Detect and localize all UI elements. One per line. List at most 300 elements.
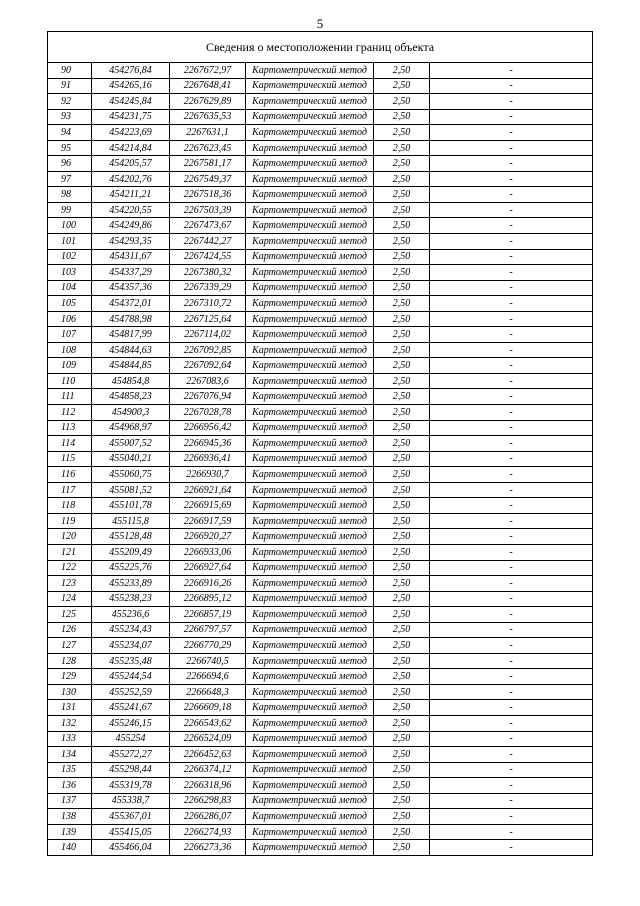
determination-method: Картометрический метод: [246, 607, 374, 623]
coordinate-y: 2266857,19: [170, 607, 246, 623]
accuracy-value: 2,50: [374, 171, 430, 187]
boundary-description: -: [430, 156, 593, 172]
accuracy-value: 2,50: [374, 762, 430, 778]
table-row: [48, 63, 593, 79]
table-row: [48, 684, 593, 700]
coordinate-x: 455081,52: [92, 482, 170, 498]
boundary-description: -: [430, 420, 593, 436]
table-row: [48, 296, 593, 312]
coordinate-y: 2267503,39: [170, 202, 246, 218]
boundary-description: -: [430, 311, 593, 327]
coordinate-x: 455246,15: [92, 715, 170, 731]
accuracy-value: 2,50: [374, 342, 430, 358]
coordinate-x: 455244,54: [92, 669, 170, 685]
accuracy-value: 2,50: [374, 715, 430, 731]
point-number: 138: [48, 809, 92, 825]
determination-method: Картометрический метод: [246, 436, 374, 452]
determination-method: Картометрический метод: [246, 265, 374, 281]
coordinate-x: 455236,6: [92, 607, 170, 623]
table-row: [48, 513, 593, 529]
point-number: 99: [48, 202, 92, 218]
table-row: [48, 638, 593, 654]
coordinate-y: 2266274,93: [170, 824, 246, 840]
coordinate-y: 2266956,42: [170, 420, 246, 436]
accuracy-value: 2,50: [374, 156, 430, 172]
determination-method: Картометрический метод: [246, 327, 374, 343]
accuracy-value: 2,50: [374, 63, 430, 79]
boundary-description: -: [430, 747, 593, 763]
coordinate-x: 454231,75: [92, 109, 170, 125]
boundary-description: -: [430, 669, 593, 685]
boundary-description: -: [430, 451, 593, 467]
determination-method: Картометрический метод: [246, 731, 374, 747]
point-number: 140: [48, 840, 92, 856]
accuracy-value: 2,50: [374, 78, 430, 94]
coordinate-y: 2266524,09: [170, 731, 246, 747]
accuracy-value: 2,50: [374, 358, 430, 374]
table-row: [48, 249, 593, 265]
coordinate-y: 2267518,36: [170, 187, 246, 203]
point-number: 127: [48, 638, 92, 654]
table-row: [48, 125, 593, 141]
coordinate-x: 455241,67: [92, 700, 170, 716]
coordinate-y: 2266930,7: [170, 467, 246, 483]
accuracy-value: 2,50: [374, 778, 430, 794]
table-row: [48, 405, 593, 421]
determination-method: Картометрический метод: [246, 684, 374, 700]
table-row: [48, 482, 593, 498]
determination-method: Картометрический метод: [246, 809, 374, 825]
coordinate-x: 455234,07: [92, 638, 170, 654]
boundary-description: -: [430, 125, 593, 141]
coordinate-y: 2267028,78: [170, 405, 246, 421]
accuracy-value: 2,50: [374, 576, 430, 592]
table-row: [48, 436, 593, 452]
coordinate-y: 2266920,27: [170, 529, 246, 545]
coordinate-y: 2266921,64: [170, 482, 246, 498]
table-row: [48, 311, 593, 327]
determination-method: Картометрический метод: [246, 576, 374, 592]
point-number: 117: [48, 482, 92, 498]
coordinate-x: 454858,23: [92, 389, 170, 405]
boundary-description: -: [430, 405, 593, 421]
table-title-row: [48, 32, 593, 63]
table-row: [48, 389, 593, 405]
coordinate-x: 454900,3: [92, 405, 170, 421]
coordinate-x: 455338,7: [92, 793, 170, 809]
table-title: Сведения о местоположении границ объекта: [48, 32, 593, 63]
point-number: 129: [48, 669, 92, 685]
coordinate-x: 455007,52: [92, 436, 170, 452]
accuracy-value: 2,50: [374, 451, 430, 467]
coordinate-y: 2267310,72: [170, 296, 246, 312]
table-row: [48, 218, 593, 234]
coordinate-y: 2266740,5: [170, 653, 246, 669]
table-row: [48, 622, 593, 638]
coordinate-y: 2267629,89: [170, 94, 246, 110]
boundary-description: -: [430, 109, 593, 125]
coordinate-x: 454276,84: [92, 63, 170, 79]
coordinate-x: 455234,43: [92, 622, 170, 638]
coordinate-y: 2267380,32: [170, 265, 246, 281]
boundary-description: -: [430, 187, 593, 203]
accuracy-value: 2,50: [374, 234, 430, 250]
point-number: 124: [48, 591, 92, 607]
point-number: 111: [48, 389, 92, 405]
boundary-description: -: [430, 482, 593, 498]
coordinate-y: 2267581,17: [170, 156, 246, 172]
coordinate-y: 2266273,36: [170, 840, 246, 856]
coordinate-x: 455115,8: [92, 513, 170, 529]
coordinate-x: 454311,67: [92, 249, 170, 265]
boundary-description: -: [430, 824, 593, 840]
point-number: 128: [48, 653, 92, 669]
coordinate-x: 454844,85: [92, 358, 170, 374]
boundary-description: -: [430, 529, 593, 545]
boundary-description: -: [430, 638, 593, 654]
point-number: 135: [48, 762, 92, 778]
point-number: 126: [48, 622, 92, 638]
boundary-description: -: [430, 63, 593, 79]
determination-method: Картометрический метод: [246, 78, 374, 94]
boundary-description: -: [430, 700, 593, 716]
coordinate-x: 455235,48: [92, 653, 170, 669]
determination-method: Картометрический метод: [246, 202, 374, 218]
boundary-description: -: [430, 560, 593, 576]
coordinate-x: 455298,44: [92, 762, 170, 778]
determination-method: Картометрический метод: [246, 669, 374, 685]
boundary-description: -: [430, 653, 593, 669]
accuracy-value: 2,50: [374, 653, 430, 669]
accuracy-value: 2,50: [374, 840, 430, 856]
coordinate-y: 2267114,02: [170, 327, 246, 343]
determination-method: Картометрический метод: [246, 482, 374, 498]
point-number: 95: [48, 140, 92, 156]
table-row: [48, 544, 593, 560]
determination-method: Картометрический метод: [246, 373, 374, 389]
coordinate-x: 455252,59: [92, 684, 170, 700]
boundary-description: -: [430, 591, 593, 607]
boundary-description: -: [430, 809, 593, 825]
point-number: 102: [48, 249, 92, 265]
coordinate-x: 454205,57: [92, 156, 170, 172]
coordinate-x: 454968,97: [92, 420, 170, 436]
table-row: [48, 358, 593, 374]
accuracy-value: 2,50: [374, 311, 430, 327]
point-number: 137: [48, 793, 92, 809]
determination-method: Картометрический метод: [246, 560, 374, 576]
table-row: [48, 824, 593, 840]
table-row: [48, 94, 593, 110]
boundary-description: -: [430, 140, 593, 156]
coordinate-x: 455101,78: [92, 498, 170, 514]
table-row: [48, 498, 593, 514]
point-number: 108: [48, 342, 92, 358]
table-row: [48, 669, 593, 685]
point-number: 107: [48, 327, 92, 343]
table-row: [48, 560, 593, 576]
table-body: [48, 63, 593, 856]
coordinate-y: 2266917,59: [170, 513, 246, 529]
boundary-description: -: [430, 622, 593, 638]
determination-method: Картометрический метод: [246, 63, 374, 79]
point-number: 123: [48, 576, 92, 592]
accuracy-value: 2,50: [374, 482, 430, 498]
boundary-description: -: [430, 265, 593, 281]
boundary-description: -: [430, 607, 593, 623]
accuracy-value: 2,50: [374, 202, 430, 218]
point-number: 106: [48, 311, 92, 327]
determination-method: Картометрический метод: [246, 840, 374, 856]
table-row: [48, 451, 593, 467]
coordinate-x: 454293,35: [92, 234, 170, 250]
accuracy-value: 2,50: [374, 591, 430, 607]
accuracy-value: 2,50: [374, 140, 430, 156]
accuracy-value: 2,50: [374, 824, 430, 840]
table-row: [48, 840, 593, 856]
table-row: [48, 78, 593, 94]
accuracy-value: 2,50: [374, 529, 430, 545]
accuracy-value: 2,50: [374, 249, 430, 265]
coordinate-y: 2266609,18: [170, 700, 246, 716]
accuracy-value: 2,50: [374, 622, 430, 638]
table-row: [48, 234, 593, 250]
coordinate-y: 2267442,27: [170, 234, 246, 250]
coordinate-x: 455238,23: [92, 591, 170, 607]
coordinate-x: 454245,84: [92, 94, 170, 110]
accuracy-value: 2,50: [374, 109, 430, 125]
coordinate-y: 2267092,85: [170, 342, 246, 358]
table-row: [48, 420, 593, 436]
determination-method: Картометрический метод: [246, 622, 374, 638]
point-number: 93: [48, 109, 92, 125]
table-row: [48, 576, 593, 592]
coordinate-x: 454337,29: [92, 265, 170, 281]
table-row: [48, 280, 593, 296]
point-number: 114: [48, 436, 92, 452]
point-number: 97: [48, 171, 92, 187]
boundary-description: -: [430, 202, 593, 218]
accuracy-value: 2,50: [374, 327, 430, 343]
accuracy-value: 2,50: [374, 389, 430, 405]
coordinate-y: 2266770,29: [170, 638, 246, 654]
coordinate-y: 2266945,36: [170, 436, 246, 452]
coordinate-x: 454265,16: [92, 78, 170, 94]
coordinate-y: 2266543,62: [170, 715, 246, 731]
determination-method: Картометрический метод: [246, 156, 374, 172]
accuracy-value: 2,50: [374, 265, 430, 281]
determination-method: Картометрический метод: [246, 249, 374, 265]
determination-method: Картометрический метод: [246, 778, 374, 794]
coordinate-y: 2266916,26: [170, 576, 246, 592]
coordinate-x: 454220,55: [92, 202, 170, 218]
point-number: 120: [48, 529, 92, 545]
accuracy-value: 2,50: [374, 544, 430, 560]
boundary-description: -: [430, 342, 593, 358]
boundary-description: -: [430, 778, 593, 794]
boundary-description: -: [430, 731, 593, 747]
boundary-description: -: [430, 840, 593, 856]
accuracy-value: 2,50: [374, 638, 430, 654]
coordinate-x: 455254: [92, 731, 170, 747]
accuracy-value: 2,50: [374, 498, 430, 514]
coordinate-x: 454223,69: [92, 125, 170, 141]
point-number: 116: [48, 467, 92, 483]
accuracy-value: 2,50: [374, 793, 430, 809]
determination-method: Картометрический метод: [246, 529, 374, 545]
coordinate-y: 2267473,67: [170, 218, 246, 234]
coordinate-y: 2266933,06: [170, 544, 246, 560]
table-row: [48, 809, 593, 825]
boundary-description: -: [430, 513, 593, 529]
coordinate-x: 455415,05: [92, 824, 170, 840]
coordinate-x: 454211,21: [92, 187, 170, 203]
table-row: [48, 171, 593, 187]
boundary-description: -: [430, 467, 593, 483]
accuracy-value: 2,50: [374, 700, 430, 716]
point-number: 100: [48, 218, 92, 234]
coordinate-y: 2267648,41: [170, 78, 246, 94]
coordinate-y: 2267076,94: [170, 389, 246, 405]
coordinate-x: 454372,01: [92, 296, 170, 312]
page-number: 5: [316, 16, 324, 31]
determination-method: Картометрический метод: [246, 218, 374, 234]
point-number: 130: [48, 684, 92, 700]
determination-method: Картометрический метод: [246, 389, 374, 405]
coordinate-y: 2267623,45: [170, 140, 246, 156]
coordinate-y: 2266648,3: [170, 684, 246, 700]
boundary-description: -: [430, 358, 593, 374]
point-number: 133: [48, 731, 92, 747]
determination-method: Картометрический метод: [246, 109, 374, 125]
boundary-description: -: [430, 715, 593, 731]
accuracy-value: 2,50: [374, 405, 430, 421]
determination-method: Картометрический метод: [246, 94, 374, 110]
coordinate-x: 455040,21: [92, 451, 170, 467]
point-number: 112: [48, 405, 92, 421]
coordinate-y: 2266318,96: [170, 778, 246, 794]
determination-method: Картометрический метод: [246, 171, 374, 187]
coordinate-x: 454214,84: [92, 140, 170, 156]
coordinate-x: 455209,49: [92, 544, 170, 560]
coordinate-y: 2267339,29: [170, 280, 246, 296]
coordinate-x: 455272,27: [92, 747, 170, 763]
coordinate-y: 2266286,07: [170, 809, 246, 825]
accuracy-value: 2,50: [374, 218, 430, 234]
boundary-description: -: [430, 296, 593, 312]
point-number: 91: [48, 78, 92, 94]
coordinate-x: 455367,01: [92, 809, 170, 825]
point-number: 121: [48, 544, 92, 560]
point-number: 109: [48, 358, 92, 374]
accuracy-value: 2,50: [374, 187, 430, 203]
point-number: 94: [48, 125, 92, 141]
boundary-description: -: [430, 436, 593, 452]
coordinate-x: 454844,63: [92, 342, 170, 358]
accuracy-value: 2,50: [374, 684, 430, 700]
point-number: 96: [48, 156, 92, 172]
coordinate-y: 2267092,64: [170, 358, 246, 374]
determination-method: Картометрический метод: [246, 342, 374, 358]
determination-method: Картометрический метод: [246, 747, 374, 763]
determination-method: Картометрический метод: [246, 140, 374, 156]
coordinate-x: 455060,75: [92, 467, 170, 483]
coordinate-x: 454357,36: [92, 280, 170, 296]
table-row: [48, 342, 593, 358]
coordinate-x: 454788,98: [92, 311, 170, 327]
coordinate-x: 455128,48: [92, 529, 170, 545]
accuracy-value: 2,50: [374, 436, 430, 452]
coordinate-y: 2267635,53: [170, 109, 246, 125]
point-number: 122: [48, 560, 92, 576]
boundary-description: -: [430, 280, 593, 296]
determination-method: Картометрический метод: [246, 793, 374, 809]
point-number: 119: [48, 513, 92, 529]
table-row: [48, 529, 593, 545]
accuracy-value: 2,50: [374, 125, 430, 141]
point-number: 98: [48, 187, 92, 203]
coordinate-y: 2266915,69: [170, 498, 246, 514]
coordinate-y: 2266298,83: [170, 793, 246, 809]
table-row: [48, 793, 593, 809]
coordinate-y: 2267549,37: [170, 171, 246, 187]
coordinate-y: 2267083,6: [170, 373, 246, 389]
coordinate-x: 454817,99: [92, 327, 170, 343]
table-row: [48, 715, 593, 731]
table-row: [48, 140, 593, 156]
determination-method: Картометрический метод: [246, 296, 374, 312]
coordinate-y: 2266927,64: [170, 560, 246, 576]
table-row: [48, 731, 593, 747]
coordinate-x: 454249,86: [92, 218, 170, 234]
coordinate-x: 455225,76: [92, 560, 170, 576]
coordinate-y: 2267424,55: [170, 249, 246, 265]
table-row: [48, 607, 593, 623]
point-number: 90: [48, 63, 92, 79]
accuracy-value: 2,50: [374, 809, 430, 825]
coordinate-x: 455233,89: [92, 576, 170, 592]
coordinate-y: 2266694,6: [170, 669, 246, 685]
determination-method: Картометрический метод: [246, 638, 374, 654]
accuracy-value: 2,50: [374, 296, 430, 312]
boundary-description: -: [430, 576, 593, 592]
determination-method: Картометрический метод: [246, 653, 374, 669]
table-row: [48, 156, 593, 172]
accuracy-value: 2,50: [374, 669, 430, 685]
coordinate-y: 2266797,57: [170, 622, 246, 638]
point-number: 131: [48, 700, 92, 716]
coordinate-y: 2266374,12: [170, 762, 246, 778]
coordinate-y: 2267672,97: [170, 63, 246, 79]
point-number: 110: [48, 373, 92, 389]
table-row: [48, 202, 593, 218]
determination-method: Картометрический метод: [246, 187, 374, 203]
determination-method: Картометрический метод: [246, 544, 374, 560]
table-row: [48, 109, 593, 125]
accuracy-value: 2,50: [374, 731, 430, 747]
table-row: [48, 327, 593, 343]
boundary-description: -: [430, 793, 593, 809]
point-number: 134: [48, 747, 92, 763]
point-number: 105: [48, 296, 92, 312]
point-number: 115: [48, 451, 92, 467]
coordinate-x: 454854,8: [92, 373, 170, 389]
point-number: 136: [48, 778, 92, 794]
determination-method: Картометрический метод: [246, 762, 374, 778]
determination-method: Картометрический метод: [246, 715, 374, 731]
accuracy-value: 2,50: [374, 94, 430, 110]
point-number: 139: [48, 824, 92, 840]
